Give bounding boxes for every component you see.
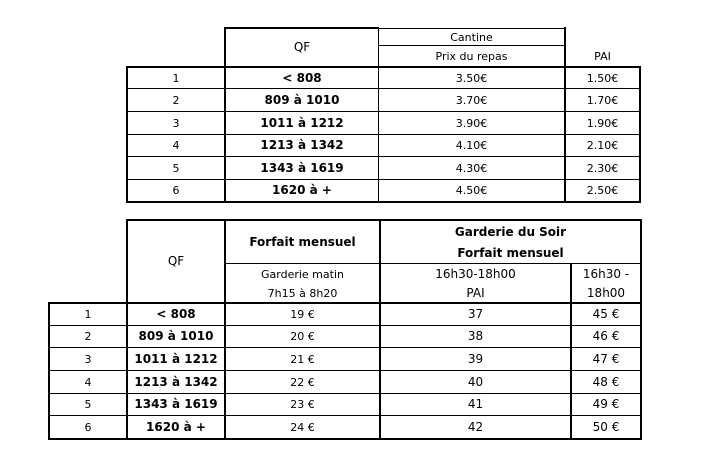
- matin-value: 19 €: [290, 308, 315, 321]
- matin-value: 21 €: [290, 352, 315, 366]
- row-number: 4: [172, 139, 180, 152]
- garderie-soir-header: Garderie du Soir: [454, 224, 567, 239]
- qf-range: 1213 à 1342: [260, 138, 344, 152]
- pai-header: 16h30 -: [582, 266, 630, 281]
- row-number: 5: [84, 398, 92, 411]
- matin-value: 24 €: [290, 420, 315, 434]
- qf-range: 1011 à 1212: [260, 115, 344, 130]
- matin-hours: 7h15 à 8h20: [267, 286, 338, 300]
- cantine-header: Cantine: [450, 30, 493, 44]
- row-number: 6: [172, 184, 180, 197]
- pai-value: 45 €: [592, 307, 620, 321]
- pai-value: 2.50€: [586, 184, 619, 197]
- pai-value: 1.90€: [586, 116, 619, 130]
- matin-value: 23 €: [290, 398, 315, 411]
- pai-value: 49 €: [592, 397, 620, 411]
- soir-header: 16h30-18h00: [435, 266, 516, 281]
- matin-header: Garderie matin: [261, 267, 344, 281]
- prix-value: 4.10€: [455, 139, 488, 152]
- prix-value: 3.70€: [455, 93, 488, 107]
- pai-value: 48 €: [592, 374, 620, 389]
- qf-range: 809 à 1010: [138, 329, 214, 343]
- row-number: 2: [172, 93, 180, 107]
- qf-range: 1620 à +: [272, 183, 332, 197]
- qf-range: 1213 à 1342: [134, 374, 218, 389]
- pai-value: 1.70€: [586, 93, 619, 107]
- qf-range: 1343 à 1619: [134, 397, 218, 411]
- soir-value: 39: [467, 351, 484, 366]
- garderie-soir-subheader: Forfait mensuel: [457, 245, 564, 260]
- prix-header: Prix du repas: [435, 49, 508, 63]
- qf-range: 809 à 1010: [264, 92, 340, 107]
- soir-value: 42: [467, 419, 484, 434]
- qf-range: 1011 à 1212: [134, 351, 218, 366]
- soir-value: 40: [467, 374, 484, 389]
- row-number: 6: [84, 420, 92, 434]
- pai-subheader: 18h00: [586, 285, 626, 300]
- pai-value: 47 €: [592, 351, 620, 366]
- row-number: 2: [84, 330, 92, 343]
- qf-range: < 808: [156, 307, 196, 321]
- row-number: 5: [172, 161, 180, 175]
- pai-value: 2.10€: [586, 139, 619, 152]
- prix-value: 3.90€: [455, 116, 488, 130]
- soir-subheader: PAI: [466, 285, 485, 300]
- row-number: 4: [84, 375, 92, 389]
- matin-value: 20 €: [290, 330, 315, 343]
- prix-value: 4.50€: [455, 184, 488, 197]
- matin-value: 22 €: [290, 375, 315, 389]
- qf-range: 1343 à 1619: [260, 160, 344, 175]
- row-number: 3: [84, 352, 92, 366]
- row-number: 1: [84, 308, 92, 321]
- soir-value: 38: [467, 329, 484, 343]
- forfait-header: Forfait mensuel: [249, 234, 356, 249]
- pai-header: PAI: [594, 49, 611, 63]
- qf-header: QF: [293, 40, 311, 54]
- prix-value: 3.50€: [455, 71, 488, 85]
- row-number: 1: [172, 71, 180, 85]
- soir-value: 41: [467, 397, 484, 411]
- row-number: 3: [172, 116, 180, 130]
- pai-value: 50 €: [592, 419, 620, 434]
- pai-value: 2.30€: [586, 161, 619, 175]
- pai-value: 46 €: [592, 329, 620, 343]
- pai-value: 1.50€: [586, 71, 619, 85]
- prix-value: 4.30€: [455, 161, 488, 175]
- qf-header: QF: [167, 254, 185, 268]
- qf-range: 1620 à +: [146, 419, 206, 434]
- soir-value: 37: [467, 307, 484, 321]
- qf-range: < 808: [282, 70, 322, 85]
